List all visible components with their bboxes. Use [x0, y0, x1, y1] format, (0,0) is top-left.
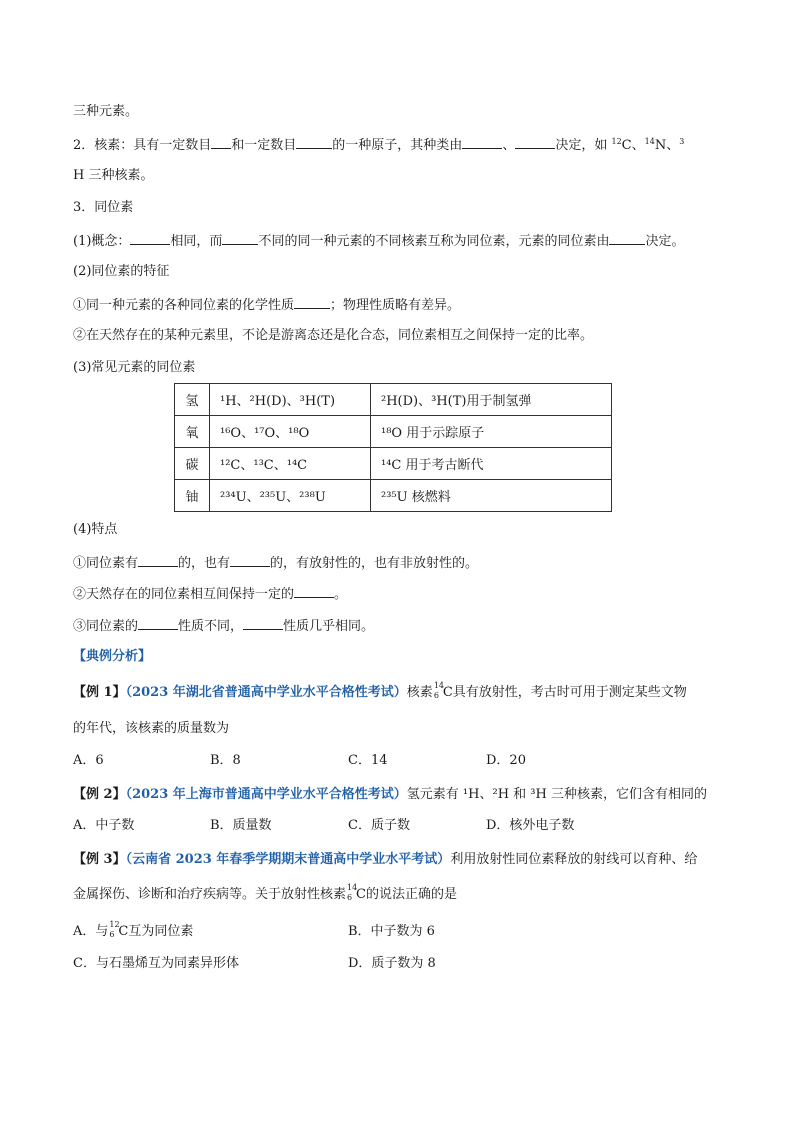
- text-segment: 决定。: [645, 234, 685, 249]
- option-d[interactable]: D．核外电子数: [486, 818, 575, 833]
- option-d[interactable]: D．20: [486, 753, 526, 768]
- text-segment: (1)概念：: [73, 234, 131, 249]
- text-segment: 的，有放射性的，也有非放射性的。: [270, 556, 479, 571]
- text-line: [73, 167, 153, 185]
- example-source: （2023 年上海市普通高中学业水平合格性考试）: [125, 787, 407, 802]
- section-title-text: 3．同位素: [73, 200, 134, 215]
- option-b[interactable]: B．8: [210, 753, 241, 768]
- fill-blank: [138, 616, 178, 630]
- option-a[interactable]: A．6: [73, 753, 104, 768]
- example-label: 【例 2】: [73, 787, 126, 802]
- table-cell-use: ²³⁵U 核燃料: [371, 480, 612, 512]
- table-cell-use: ²H(D)、³H(T)用于制氢弹: [371, 384, 612, 416]
- table-cell-use: ¹⁸O 用于示踪原子: [371, 416, 612, 448]
- text-segment: ①同位素有: [73, 556, 139, 571]
- text-segment: 相同，而: [170, 234, 223, 249]
- concept-line: [73, 231, 684, 251]
- option-c[interactable]: C．质子数: [348, 818, 410, 833]
- text-segment: 氢元素有 ¹H、²H 和 ³H 三种核素，它们含有相同的: [406, 787, 707, 802]
- mass-number: 14: [644, 137, 655, 146]
- table-cell-isotopes: ¹⁶O、¹⁷O、¹⁸O: [210, 416, 371, 448]
- subsection-title-text: (4)特点: [73, 522, 118, 537]
- fill-blank: [294, 295, 330, 309]
- text-segment: C具有放射性，考古时可用于测定某些文物: [442, 685, 687, 700]
- atomic-number: 6: [433, 691, 439, 700]
- option-c[interactable]: C．14: [348, 753, 388, 768]
- table-row: [175, 384, 612, 416]
- feature-line: [73, 327, 593, 345]
- text-segment: 。: [334, 587, 348, 602]
- option-b[interactable]: B．质量数: [210, 818, 272, 833]
- fill-blank: [296, 135, 332, 149]
- text-segment: ①同一种元素的各种同位素的化学性质: [73, 298, 295, 313]
- text-segment: C互为同位素: [118, 924, 194, 939]
- text-segment: ；物理性质略有差异。: [330, 298, 461, 313]
- example-source: （云南省 2023 年春季学期期末普通高中学业水平考试）: [125, 852, 451, 867]
- trait-line: [73, 584, 347, 604]
- fill-blank: [294, 584, 334, 598]
- fill-blank: [230, 553, 270, 567]
- table-cell-use: ¹⁴C 用于考古断代: [371, 448, 612, 480]
- table-row: [175, 448, 612, 480]
- text-segment: 性质不同，: [178, 619, 244, 634]
- text-segment: 、: [502, 138, 516, 153]
- text-segment: 决定，如: [555, 138, 608, 153]
- subsection-title: [73, 359, 195, 377]
- subsection-title-text: (3)常见元素的同位素: [73, 360, 196, 375]
- table-cell-element: 铀: [175, 480, 210, 512]
- text-segment: 不同的同一种元素的不同核素互称为同位素，元素的同位素由: [258, 234, 610, 249]
- table-row: [175, 480, 612, 512]
- trait-line: [73, 616, 374, 636]
- heading-text: 【典例分析】: [73, 649, 152, 664]
- example-section-heading: [73, 648, 151, 666]
- paragraph-text: ②在天然存在的某种元素里，不论是游离态还是化合态，同位素相互之间保持一定的比率。: [73, 328, 594, 343]
- option-a[interactable]: [73, 920, 194, 941]
- table-cell-element: 氧: [175, 416, 210, 448]
- option-d[interactable]: D．质子数为 8: [348, 956, 436, 971]
- mass-number: 3: [679, 137, 685, 146]
- example-3-question-cont: [73, 883, 457, 904]
- table-cell-isotopes: ¹H、²H(D)、³H(T): [210, 384, 371, 416]
- atomic-number: 6: [347, 893, 353, 902]
- isotope-table: [174, 383, 612, 512]
- text-segment: ③同位素的: [73, 619, 139, 634]
- fill-blank: [462, 135, 502, 149]
- section-title: [73, 199, 133, 217]
- text-line: [73, 103, 138, 121]
- option-b[interactable]: B．中子数为 6: [348, 924, 435, 939]
- mass-number: 14: [433, 681, 444, 690]
- example-source: （2023 年湖北省普通高中学业水平合格性考试）: [125, 685, 407, 700]
- table-cell-isotopes: ¹²C、¹³C、¹⁴C: [210, 448, 371, 480]
- example-label: 【例 1】: [73, 685, 126, 700]
- text-segment: 性质几乎相同。: [283, 619, 375, 634]
- text-segment: 金属探伤、诊断和治疗疾病等。关于放射性核素: [73, 887, 347, 902]
- nuclide-notation: [346, 883, 358, 902]
- example-1-question-cont: [73, 720, 229, 738]
- fill-blank: [138, 553, 178, 567]
- mass-number: 14: [347, 883, 358, 892]
- nuclide-definition: [73, 135, 684, 155]
- text-segment: ②天然存在的同位素相互间保持一定的: [73, 587, 295, 602]
- table-row: [175, 416, 612, 448]
- subsection-title: [73, 263, 169, 281]
- mass-number: 12: [611, 137, 622, 146]
- example-2-question: [73, 786, 707, 804]
- atomic-number: 6: [109, 930, 115, 939]
- trait-line: [73, 553, 478, 573]
- feature-line: [73, 295, 460, 315]
- text-segment: 的年代，该核素的质量数为: [73, 721, 230, 736]
- subsection-title: [73, 521, 117, 539]
- text-segment: A．与: [73, 924, 109, 939]
- text-segment: 核素: [406, 685, 433, 700]
- example-3-question: [73, 851, 697, 869]
- nuclide-notation: [108, 920, 120, 939]
- text-segment: 和一定数目: [231, 138, 297, 153]
- text-segment: C的说法正确的是: [356, 887, 457, 902]
- table-cell-isotopes: ²³⁴U、²³⁵U、²³⁸U: [210, 480, 371, 512]
- subsection-title-text: (2)同位素的特征: [73, 264, 170, 279]
- table-cell-element: 氢: [175, 384, 210, 416]
- example-1-question: [73, 681, 687, 702]
- text-segment: 利用放射性同位素释放的射线可以育种、给: [450, 852, 698, 867]
- mass-number: 12: [109, 920, 120, 929]
- option-a[interactable]: A．中子数: [73, 818, 135, 833]
- example-label: 【例 3】: [73, 852, 126, 867]
- paragraph-text: 三种元素。: [73, 104, 139, 119]
- fill-blank: [222, 231, 258, 245]
- option-c[interactable]: C．与石墨烯互为同素异形体: [73, 956, 239, 971]
- element-symbol: N、: [654, 138, 680, 153]
- fill-blank: [211, 135, 231, 149]
- fill-blank: [243, 616, 283, 630]
- element-symbol: C、: [621, 138, 645, 153]
- text-segment: 的，也有: [178, 556, 231, 571]
- text-segment: 2．核素：具有一定数目: [73, 138, 212, 153]
- table-cell-element: 碳: [175, 448, 210, 480]
- fill-blank: [609, 231, 645, 245]
- fill-blank: [515, 135, 555, 149]
- nuclide-notation: [433, 681, 444, 700]
- fill-blank: [130, 231, 170, 245]
- paragraph-text: H 三种核素。: [73, 168, 154, 183]
- text-segment: 的一种原子，其种类由: [332, 138, 463, 153]
